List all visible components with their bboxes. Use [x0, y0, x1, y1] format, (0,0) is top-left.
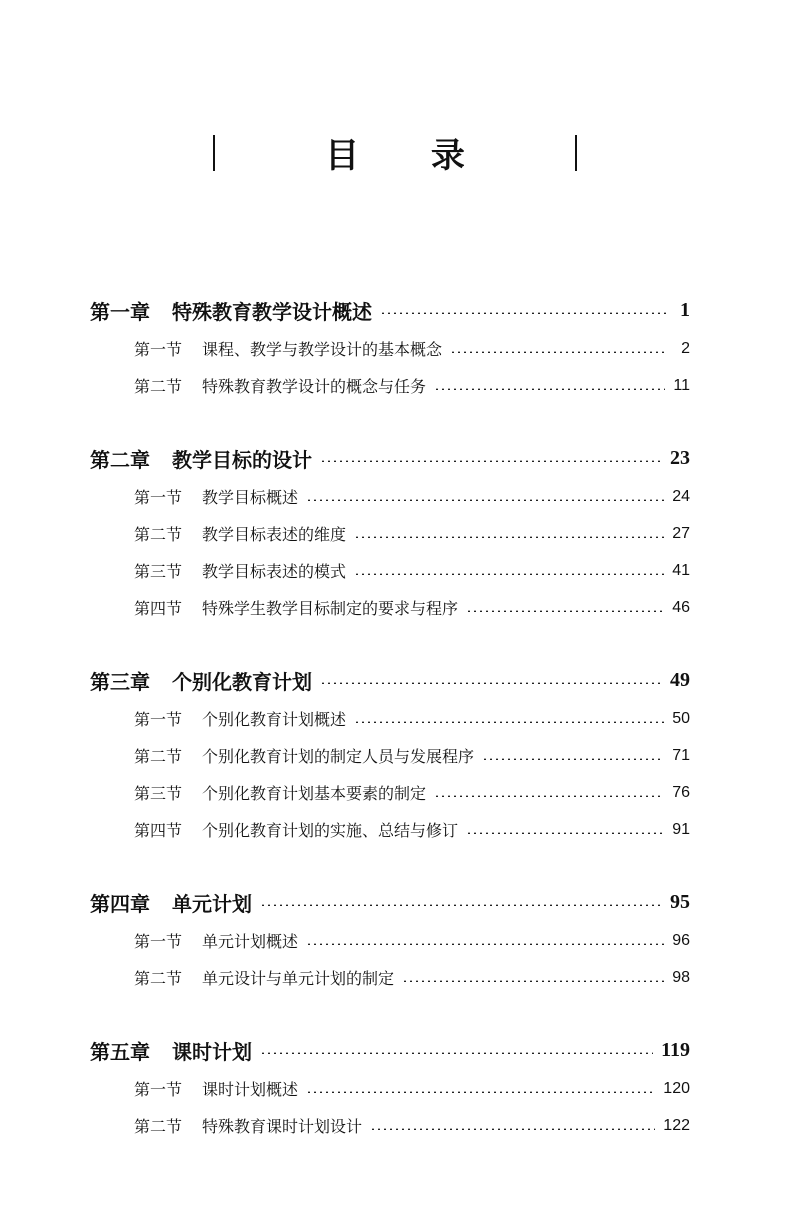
section-page-number: 98: [672, 968, 690, 986]
chapter-block: [90, 1030, 690, 1144]
dot-leader: [354, 536, 664, 538]
section-title: 教学目标表述的维度: [202, 525, 347, 544]
section-title: 特殊教育教学设计的概念与任务: [202, 377, 427, 396]
dot-leader: [434, 388, 665, 390]
table-of-contents: [90, 290, 690, 1178]
chapter-label: 第三章: [90, 669, 150, 694]
section-label: 第一节: [134, 710, 183, 729]
chapter-block: [90, 660, 690, 848]
section-page-number: 27: [672, 524, 690, 542]
dot-leader: [306, 499, 664, 501]
dot-leader: [370, 1128, 655, 1130]
chapter-label: 第一章: [90, 299, 150, 324]
dot-leader: [466, 832, 664, 834]
chapter-title: 个别化教育计划: [172, 669, 312, 694]
title-block: [0, 128, 790, 177]
section-label: 第一节: [134, 340, 183, 359]
section-title: 个别化教育计划的实施、总结与修订: [202, 821, 459, 840]
dot-leader: [354, 721, 664, 723]
section-page-number: 71: [672, 746, 690, 764]
dot-leader: [320, 682, 662, 684]
dot-leader: [306, 943, 664, 945]
dot-leader: [354, 573, 664, 575]
section-entry[interactable]: [90, 330, 690, 367]
page-title: 目 录: [325, 136, 495, 176]
chapter-page-number: 23: [670, 446, 690, 469]
section-title: 课程、教学与教学设计的基本概念: [202, 340, 443, 359]
section-page-number: 76: [672, 783, 690, 801]
section-entry[interactable]: [90, 1107, 690, 1144]
section-entry[interactable]: [90, 737, 690, 774]
section-page-number: 122: [663, 1116, 690, 1134]
section-label: 第二节: [134, 969, 183, 988]
section-label: 第二节: [134, 525, 183, 544]
chapter-title: 单元计划: [172, 891, 252, 916]
section-page-number: 41: [672, 561, 690, 579]
chapter-page-number: 1: [680, 298, 690, 321]
section-page-number: 2: [681, 339, 690, 357]
dot-leader: [402, 980, 664, 982]
section-title: 单元设计与单元计划的制定: [202, 969, 395, 988]
dot-leader: [450, 351, 668, 353]
section-entry[interactable]: [90, 700, 690, 737]
dot-leader: [380, 312, 668, 314]
section-page-number: 24: [672, 487, 690, 505]
section-label: 第一节: [134, 1080, 183, 1099]
chapter-label: 第二章: [90, 447, 150, 472]
chapter-entry[interactable]: [90, 438, 690, 478]
title-right-rule: [575, 135, 577, 171]
section-entry[interactable]: [90, 959, 690, 996]
section-title: 课时计划概述: [202, 1080, 299, 1099]
section-title: 个别化教育计划基本要素的制定: [202, 784, 427, 803]
section-entry[interactable]: [90, 552, 690, 589]
section-entry[interactable]: [90, 922, 690, 959]
section-page-number: 96: [672, 931, 690, 949]
chapter-title: 教学目标的设计: [172, 447, 312, 472]
chapter-title: 课时计划: [172, 1039, 252, 1064]
chapter-entry[interactable]: [90, 882, 690, 922]
section-page-number: 50: [672, 709, 690, 727]
section-label: 第三节: [134, 784, 183, 803]
chapter-entry[interactable]: [90, 290, 690, 330]
chapter-page-number: 95: [670, 890, 690, 913]
chapter-entry[interactable]: [90, 1030, 690, 1070]
section-entry[interactable]: [90, 478, 690, 515]
section-entry[interactable]: [90, 367, 690, 404]
section-label: 第一节: [134, 932, 183, 951]
section-page-number: 91: [672, 820, 690, 838]
chapter-block: [90, 438, 690, 626]
section-title: 教学目标概述: [202, 488, 299, 507]
section-label: 第四节: [134, 599, 183, 618]
section-label: 第二节: [134, 377, 183, 396]
section-page-number: 120: [663, 1079, 690, 1097]
section-title: 单元计划概述: [202, 932, 299, 951]
section-page-number: 46: [672, 598, 690, 616]
section-entry[interactable]: [90, 774, 690, 811]
section-label: 第二节: [134, 1117, 183, 1136]
section-entry[interactable]: [90, 589, 690, 626]
section-entry[interactable]: [90, 811, 690, 848]
chapter-entry[interactable]: [90, 660, 690, 700]
section-title: 个别化教育计划概述: [202, 710, 347, 729]
section-title: 教学目标表述的模式: [202, 562, 347, 581]
dot-leader: [482, 758, 664, 760]
chapter-page-number: 49: [670, 668, 690, 691]
chapter-label: 第四章: [90, 891, 150, 916]
chapter-page-number: 119: [661, 1038, 690, 1061]
section-page-number: 11: [673, 376, 690, 394]
dot-leader: [306, 1091, 655, 1093]
section-label: 第三节: [134, 562, 183, 581]
section-title: 个别化教育计划的制定人员与发展程序: [202, 747, 475, 766]
section-label: 第四节: [134, 821, 183, 840]
dot-leader: [466, 610, 664, 612]
section-label: 第二节: [134, 747, 183, 766]
section-entry[interactable]: [90, 515, 690, 552]
title-left-rule: [213, 135, 215, 171]
section-title: 特殊教育课时计划设计: [202, 1117, 363, 1136]
section-label: 第一节: [134, 488, 183, 507]
dot-leader: [260, 904, 662, 906]
chapter-title: 特殊教育教学设计概述: [172, 299, 372, 324]
chapter-block: [90, 290, 690, 404]
section-entry[interactable]: [90, 1070, 690, 1107]
dot-leader: [320, 460, 662, 462]
section-title: 特殊学生教学目标制定的要求与程序: [202, 599, 459, 618]
chapter-block: [90, 882, 690, 996]
dot-leader: [434, 795, 664, 797]
dot-leader: [260, 1052, 653, 1054]
chapter-label: 第五章: [90, 1039, 150, 1064]
